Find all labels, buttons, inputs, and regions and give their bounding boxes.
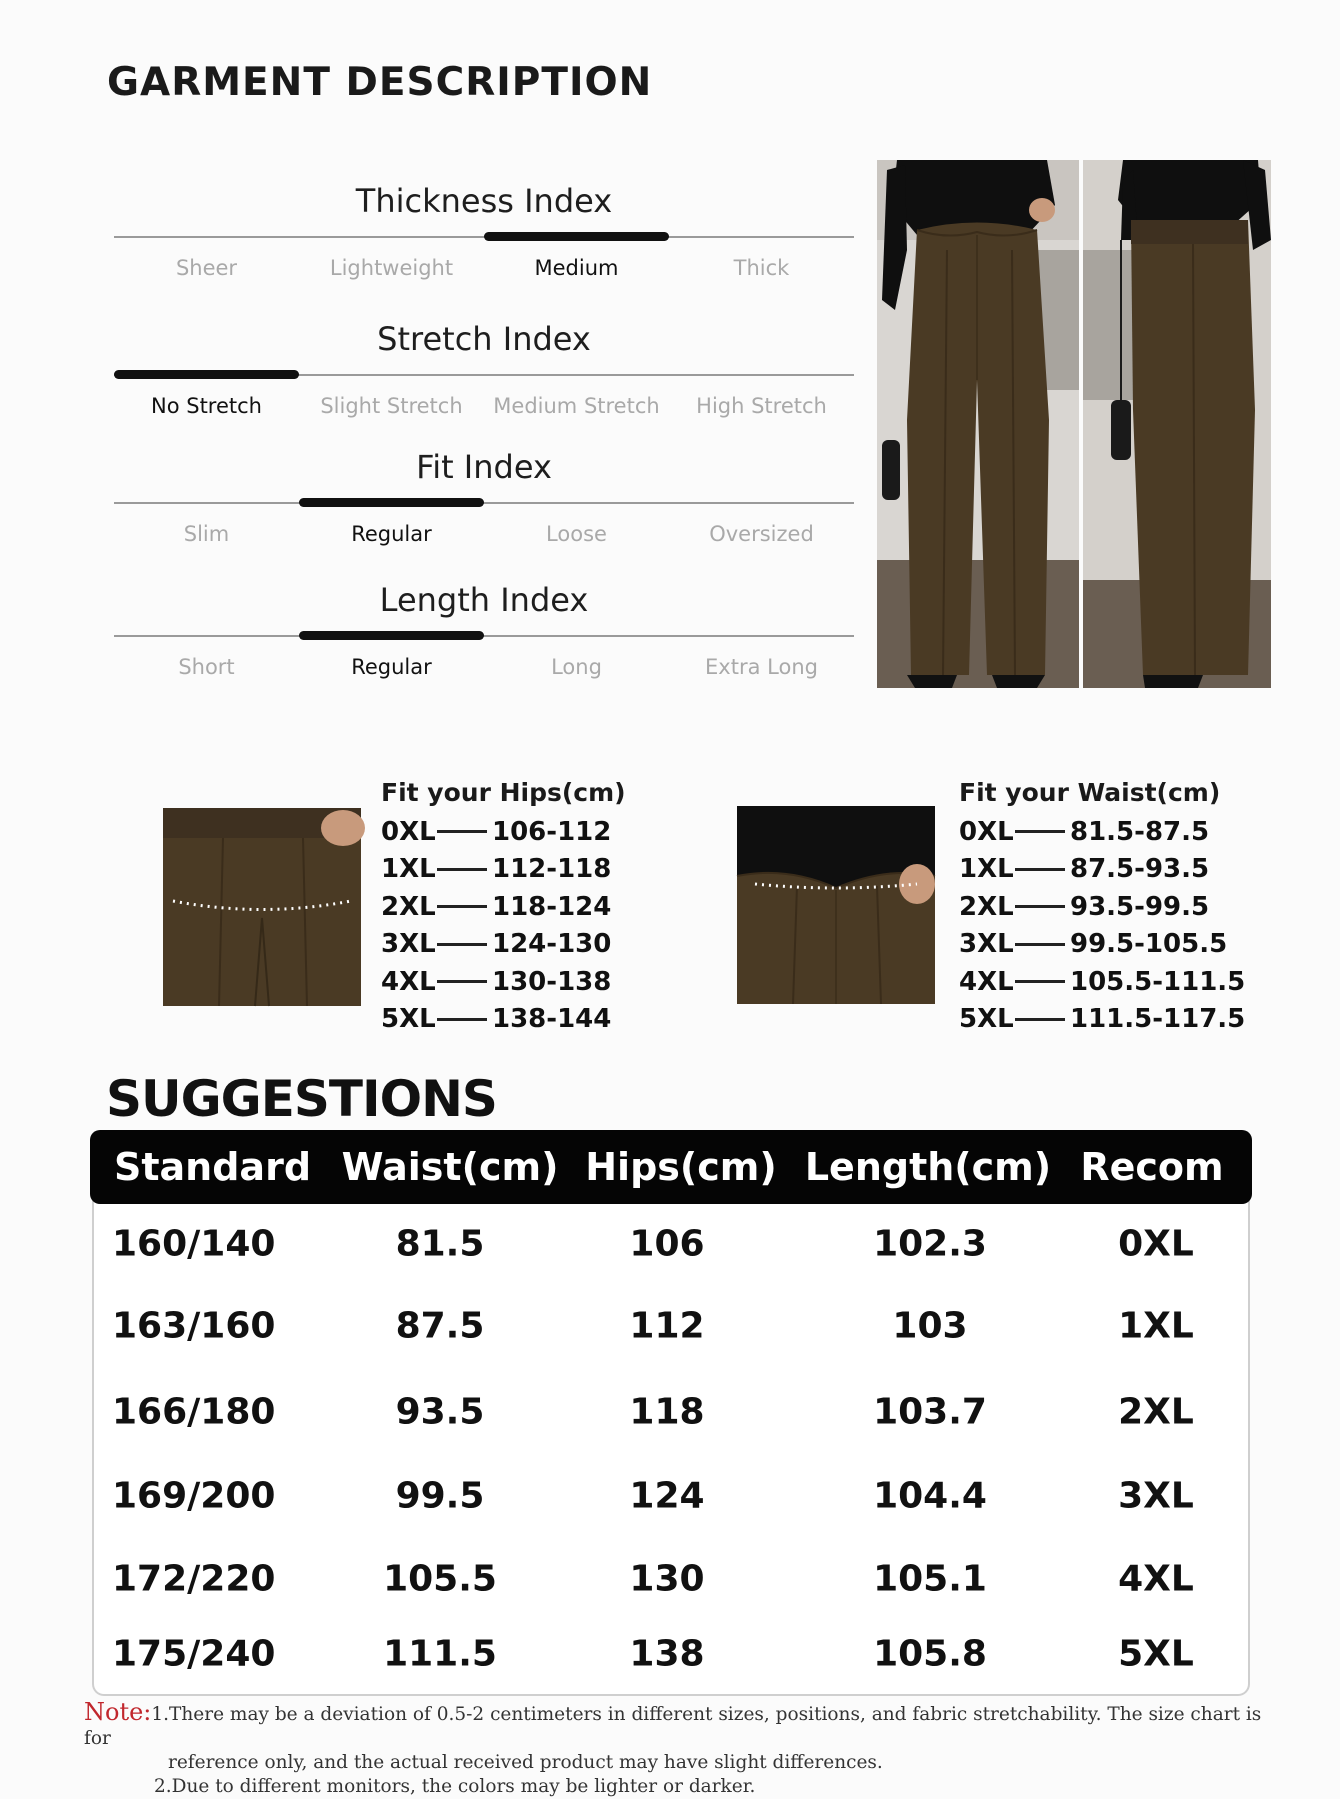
index-title: Stretch Index [377,320,591,358]
index-option: Thick [733,256,790,280]
size-table [90,1130,1252,1696]
hips-measure-image [163,808,361,1006]
suggestions-title: SUGGESTIONS [106,1070,497,1128]
header-cell: Length(cm) [804,1145,1052,1189]
note-line: 2.Due to different monitors, the colors may be lighter or darker. [154,1776,756,1797]
fit-row: 1XL 87.5-93.5 [959,854,1210,885]
header-cell: Standard [114,1145,312,1189]
fit-row: 3XL 124-130 [381,929,612,960]
table-row: 169/200 99.5 124 104.4 3XL [112,1475,1194,1517]
length-index [114,581,854,679]
index-option-selected: Regular [351,655,432,679]
index-option: Extra Long [705,655,818,679]
waist-fit-title: Fit your Waist(cm) [959,778,1221,807]
index-option: Medium Stretch [493,394,660,418]
index-title: Length Index [379,581,589,619]
index-option-selected: Regular [351,522,432,546]
header-cell: Recom [1080,1145,1224,1189]
index-title: Fit Index [416,448,552,486]
waist-fit-list [959,778,1245,1038]
table-row: 166/180 93.5 118 103.7 2XL [112,1391,1194,1433]
fit-row: 2XL 93.5-99.5 [959,891,1210,922]
page-title: GARMENT DESCRIPTION [107,60,653,105]
product-photo-back [1083,160,1271,688]
index-option: Loose [546,522,607,546]
index-option: Lightweight [329,256,454,280]
fit-row: 0XL 106-112 [381,816,612,847]
fit-row: 0XL 81.5-87.5 [959,816,1210,847]
product-photo-front [877,160,1079,688]
selected-marker [114,370,299,379]
thickness-index [114,182,854,280]
index-option: Slim [183,522,230,546]
fit-row: 3XL 99.5-105.5 [959,929,1228,960]
fit-row: 2XL 118-124 [381,891,612,922]
table-row: 175/240 111.5 138 105.8 5XL [112,1633,1194,1675]
index-title: Thickness Index [355,182,613,220]
index-option: Short [178,655,235,679]
selected-marker [484,232,669,241]
index-option: High Stretch [696,394,827,418]
index-option: Oversized [709,522,814,546]
fit-row: 4XL 105.5-111.5 [959,966,1246,997]
stretch-index [114,320,854,418]
note-line: reference only, and the actual received product may have slight differences. [168,1752,883,1773]
fit-row: 5XL 111.5-117.5 [959,1004,1246,1035]
size-notes [84,1700,1264,1799]
waist-measure-image [737,806,935,1004]
hips-fit-list [381,778,626,1038]
index-option: Sheer [175,256,238,280]
hips-fit-title: Fit your Hips(cm) [381,778,626,807]
table-row: 172/220 105.5 130 105.1 4XL [112,1558,1194,1600]
table-row: 160/140 81.5 106 102.3 0XL [112,1223,1194,1265]
index-option-selected: No Stretch [151,394,262,418]
fit-row: 4XL 130-138 [381,966,612,997]
fit-index [114,448,854,546]
fit-row: 1XL 112-118 [381,854,612,885]
header-cell: Hips(cm) [585,1145,777,1189]
index-option: Long [551,655,602,679]
index-option: Slight Stretch [320,394,463,418]
table-row: 163/160 87.5 112 103 1XL [112,1305,1194,1347]
note-line: 1.There may be a deviation of 0.5-2 centimeters in different sizes, positions, and fabric stretchability. The size chart is for [84,1704,1262,1749]
table-header [90,1130,1252,1204]
selected-marker [299,631,484,640]
header-cell: Waist(cm) [341,1145,559,1189]
selected-marker [299,498,484,507]
index-option-selected: Medium [534,256,619,280]
note-label: Note: [84,1698,152,1726]
fit-row: 5XL 138-144 [381,1004,612,1035]
